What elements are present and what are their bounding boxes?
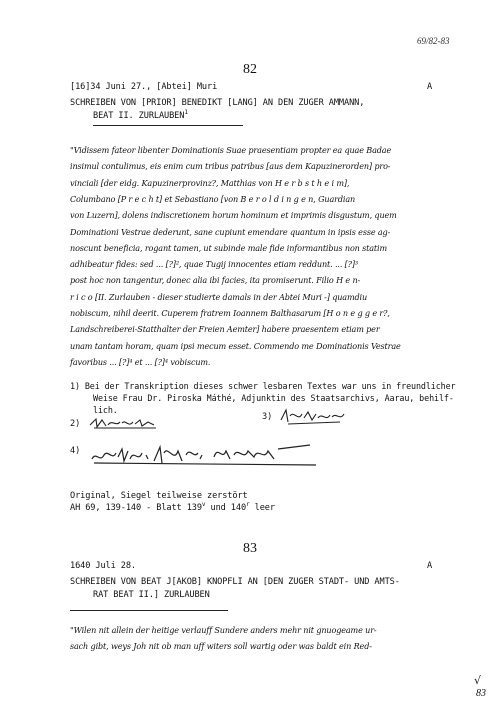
footnote-ref: 1 (184, 109, 188, 117)
footnote-1-line3: lich. (93, 405, 118, 415)
entry-title-line1: SCHREIBEN VON [PRIOR] BENEDIKT [LANG] AN DEN ZUGER AMMANN, (70, 98, 365, 108)
margin-page-number: 83 (476, 688, 486, 699)
source-sup-2: r (246, 501, 250, 509)
entry-title-text: BEAT II. ZURLAUBEN (93, 111, 185, 121)
title-underline (93, 125, 243, 126)
footnote-3-label: 3) (262, 412, 273, 422)
text-line: Columbano [P r e c h t] et Sebastiano [von B e r o l d i n g e n, Guardian (70, 193, 356, 204)
handwriting-sample-4 (88, 437, 324, 471)
footnote-4-label: 4) (70, 446, 81, 456)
footnote-1-line2: Weise Frau Dr. Piroska Máthé, Adjunktin des Staatsarchivs, Aarau, behilf- (93, 393, 454, 403)
entry-number: 83 (243, 541, 257, 556)
text-line: favoribus ... [?]⁴ et ... [?]⁴ vobiscum. (70, 356, 211, 367)
text-line: von Luzern], dolens indiscretionem horum hominum et imprimis disgustum, quem (70, 210, 397, 221)
text-line: unam tantam horam, quam ipsi mecum esset. Commendo me Dominationis Vestrae (70, 340, 401, 351)
text-line: sach gibt, weys Joh nit ob man uff witers soll wartig oder was baldt ein Red- (70, 640, 372, 651)
text-line: Dominationi Vestrae dederunt, sane cupiunt emendare quantum in ipsis esse ag- (70, 226, 391, 237)
page-reference: 69/82-83 (417, 36, 450, 46)
text-line: vinciali [der eidg. Kapuzinerprovinz?, Matthias von H e r b s t h e i m], (70, 177, 350, 188)
footnote-2-label: 2) (70, 419, 81, 429)
check-mark: √ (474, 674, 482, 687)
text-line: r i c o [II. Zurlauben - dieser studierte damals in der Abtei Muri -] quamdiu (70, 291, 368, 302)
source-text-b: und 140 (205, 503, 247, 513)
entry-marker: A (427, 82, 433, 92)
title-underline (70, 610, 228, 611)
source-line-2 (70, 503, 275, 513)
entry-number: 82 (243, 62, 257, 77)
text-line: "Vidissem fateor libenter Dominationis Suae praesentiam propter ea quae Badae (70, 145, 392, 155)
handwriting-sample-2 (88, 413, 160, 433)
text-line: post hoc non tangentur, donec alia ibi facies, ita promiserunt. Filio H e n- (70, 275, 361, 286)
text-line: nobiscum, nihil deerit. Cuperem fratrem Ioannem Balthasarum [H o n e g g e r?, (70, 308, 390, 318)
text-line: noscunt beneficia, rogant tamen, ut subinde male fide informantibus non statim (70, 242, 388, 253)
text-line: Landschreiberei-Statthalter der Freien Aemter] habere praesentem etiam per (70, 324, 380, 335)
footnote-1-line1: 1) Bei der Transkription dieses schwer lesbaren Textes war uns in freundlicher (70, 381, 456, 391)
source-line-1: Original, Siegel teilweise zerstört (70, 491, 248, 501)
entry-title-line2: RAT BEAT II.] ZURLAUBEN (93, 590, 210, 600)
entry-marker: A (427, 561, 433, 571)
entry-title-line1: SCHREIBEN VON BEAT J[AKOB] KNOPFLI AN [DEN ZUGER STADT- UND AMTS- (70, 577, 400, 587)
text-line: insimul contulimus, eis enim cum tribus patribus [aus dem Kapuzinerorden] pro- (70, 161, 391, 172)
entry-date-line: [16]34 Juni 27., [Abtei] Muri (70, 82, 218, 92)
source-sup-1: v (201, 501, 206, 509)
text-line: adhibeatur fides: sed ... [?]², quae Tugij innocentes etiam reddunt. ... [?]³ (70, 259, 358, 270)
source-text-a: AH 69, 139-140 - Blatt 139 (70, 503, 202, 513)
entry-title-line2 (93, 111, 188, 121)
source-text-c: leer (249, 503, 275, 513)
text-line: "Wilen nit allein der heitige verlauff Sundere anders mehr nit gnuogeame ur- (70, 625, 377, 635)
entry-date-line: 1640 Juli 28. (70, 561, 136, 571)
handwriting-sample-3 (278, 406, 348, 428)
